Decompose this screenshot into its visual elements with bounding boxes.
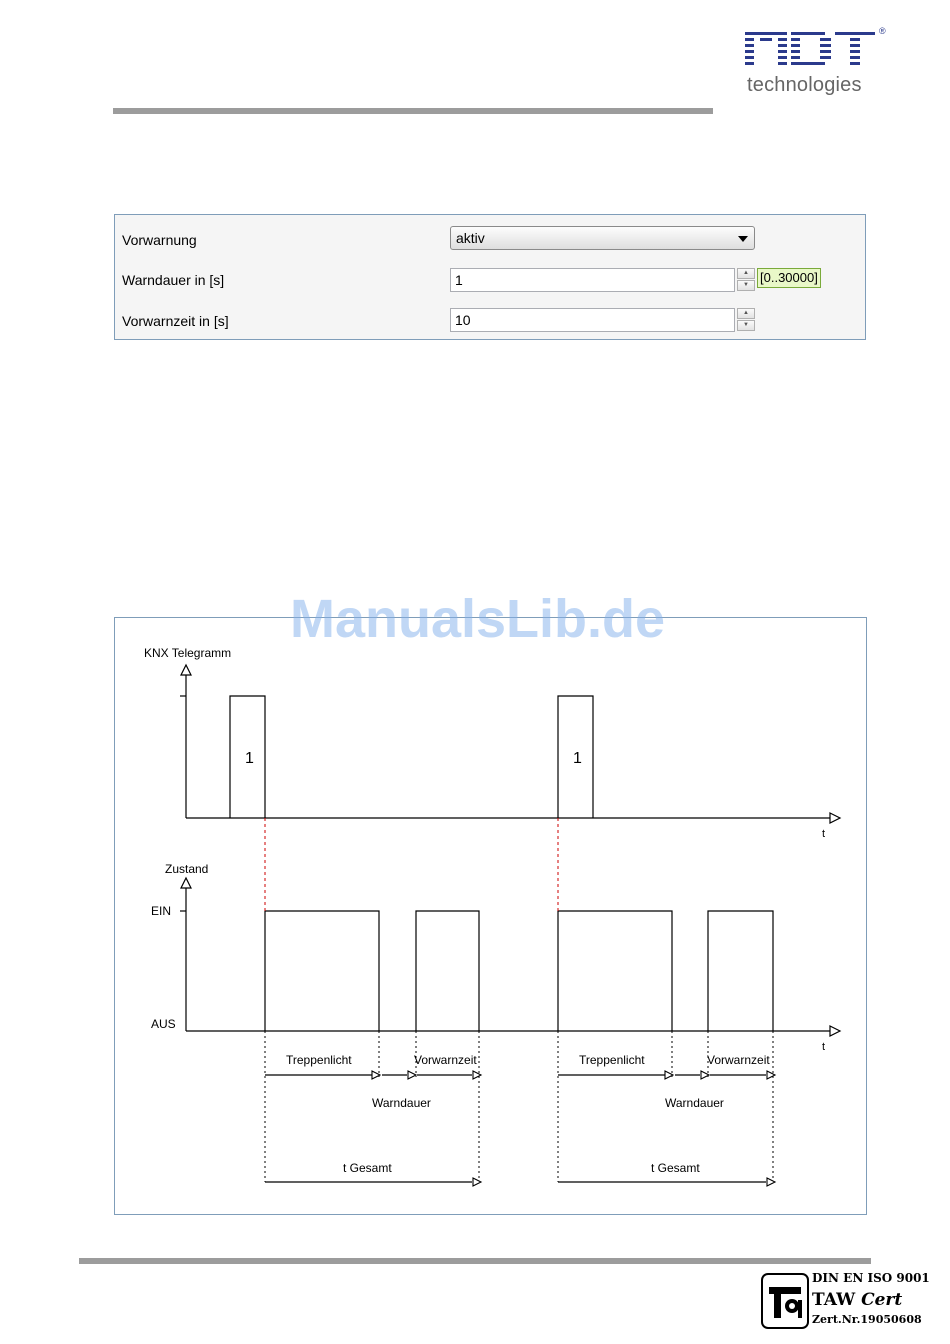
arrow-right-icon (830, 813, 840, 823)
warndauer-value: 1 (455, 272, 463, 288)
vorwarnzeit-input[interactable] (450, 308, 735, 332)
spin-down-icon[interactable]: ▼ (737, 320, 755, 331)
logo-subtitle: technologies (747, 74, 862, 96)
chevron-down-icon (738, 236, 748, 242)
arrow-right-icon (767, 1178, 775, 1186)
vorwarnung-label: Vorwarnung (122, 232, 197, 248)
arrow-right-icon (473, 1071, 481, 1079)
warndauer-input[interactable] (450, 268, 735, 292)
warndauer-label: Warndauer (372, 1096, 431, 1110)
state-axis-title: Zustand (165, 862, 209, 876)
warndauer-label: Warndauer (665, 1096, 724, 1110)
spin-up-icon[interactable]: ▲ (737, 268, 755, 279)
timing-diagram (114, 617, 867, 1215)
vorwarnzeit-label: Vorwarnzeit in [s] (122, 313, 229, 329)
mdt-logo (745, 28, 885, 76)
treppenlicht-label: Treppenlicht (286, 1053, 352, 1067)
time-label: t (822, 828, 826, 840)
vorwarnzeit-spinner[interactable] (737, 308, 755, 332)
cert-norm: DIN EN ISO 9001 (812, 1271, 930, 1285)
taw-cert-seal-icon (761, 1273, 809, 1329)
time-label: t (822, 1041, 826, 1053)
gesamt-label: t Gesamt (343, 1161, 392, 1175)
state-pulse-2a (558, 911, 672, 1031)
vorwarnzeit-label: Vorwarnzeit (414, 1053, 477, 1067)
aus-label: AUS (151, 1017, 176, 1031)
spin-up-icon[interactable]: ▲ (737, 308, 755, 319)
registered-mark: ® (879, 26, 886, 36)
footer-rule (79, 1258, 871, 1264)
warndauer-label: Warndauer in [s] (122, 272, 225, 288)
arrow-up-icon (181, 665, 191, 675)
state-pulse-1a (265, 911, 379, 1031)
ein-label: EIN (151, 904, 172, 918)
arrow-right-icon (767, 1071, 775, 1079)
state-pulse-1b (416, 911, 479, 1031)
arrow-right-icon (473, 1178, 481, 1186)
cert-name: TAW Cert (812, 1290, 903, 1310)
vorwarnung-value: aktiv (456, 230, 485, 246)
watermark: ManualsLib.de (290, 589, 666, 649)
arrow-right-icon (830, 1026, 840, 1036)
treppenlicht-label: Treppenlicht (579, 1053, 645, 1067)
header-rule (113, 108, 713, 114)
warndauer-spinner[interactable] (737, 268, 755, 292)
spin-down-icon[interactable]: ▼ (737, 280, 755, 291)
range-hint: [0..30000] (757, 268, 821, 288)
gesamt-label: t Gesamt (651, 1161, 700, 1175)
state-pulse-2b (708, 911, 773, 1031)
vorwarnzeit-value: 10 (455, 312, 471, 328)
telegram-axis-title: KNX Telegramm (144, 646, 232, 660)
pulse-label: 1 (573, 750, 582, 767)
vorwarnung-select[interactable] (450, 226, 755, 250)
arrow-right-icon (408, 1071, 416, 1079)
vorwarnzeit-label: Vorwarnzeit (707, 1053, 770, 1067)
arrow-up-icon (181, 878, 191, 888)
cert-number: Zert.Nr.19050608 (812, 1313, 922, 1326)
pulse-label: 1 (245, 750, 254, 767)
